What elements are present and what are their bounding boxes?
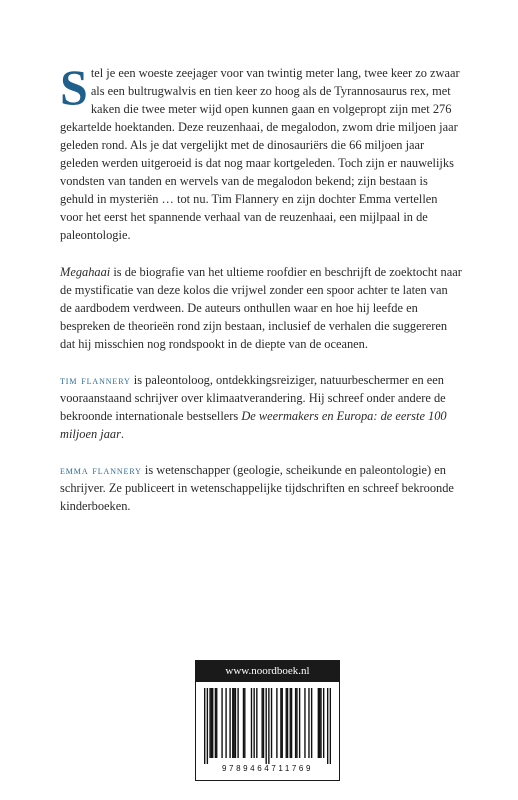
barcode-bar <box>243 688 244 758</box>
barcode-frame <box>195 682 340 781</box>
barcode-bar <box>209 688 210 758</box>
barcode-bar <box>330 688 331 764</box>
barcode-bar <box>251 688 252 758</box>
barcode-bar <box>295 688 296 758</box>
barcode-bar <box>286 688 287 758</box>
barcode-bar <box>327 688 328 764</box>
barcode-bar <box>212 688 213 758</box>
author-bio-emma-text: is wetenschapper (geologie, scheikunde en paleontologie) en schrijver. Ze publiceert in wetenschappelijke tijdschriften en schreef bekroonde kinderboeken. <box>60 463 454 513</box>
barcode-bar <box>235 688 236 758</box>
author-bio-tim <box>60 371 462 443</box>
barcode-bar <box>215 688 216 758</box>
drop-cap: S <box>60 59 88 115</box>
author-bio-tim-end: . <box>120 427 125 441</box>
barcode-bar <box>287 688 288 758</box>
barcode-box <box>195 660 340 782</box>
barcode-bar <box>225 688 226 758</box>
barcode-bar <box>253 688 254 758</box>
barcode-bar <box>233 688 234 758</box>
author-name-tim: tim flannery <box>60 373 131 387</box>
barcode-bar <box>308 688 309 758</box>
barcode-bar <box>221 688 222 758</box>
barcode-bar <box>268 688 269 764</box>
barcode-bar <box>299 688 300 758</box>
author-bio-tim-text: is paleontoloog, ontdekkingsreiziger, natuurbeschermer en een vooraanstaand schrijver over klimaatverandering. Hij schreef onder andere de bekroonde internationale bestsellers <box>60 373 446 423</box>
barcode-number: 9789464711769 <box>221 764 314 773</box>
barcode-bar <box>265 688 266 764</box>
barcode-bar <box>232 688 233 758</box>
barcode-bar <box>304 688 305 758</box>
barcode-bar <box>282 688 283 758</box>
barcode-bar <box>244 688 245 758</box>
author-bio-emma <box>60 461 462 515</box>
barcode-bar <box>207 688 208 764</box>
barcode-bar <box>211 688 212 758</box>
about-text: is de biografie van het ultieme roofdier en beschrijft de zoektocht naar de mystificatie van deze kolos die vrijwel zonder een spoor achter te laten van de aardbodem verdween. De auteurs onthullen waar en hoe hij leefde en bespreken de theorieën rond zijn bestaan, inclusief de verhalen die suggereren dat hij misschien nog rondspookt in de diepte van de oceanen. <box>60 265 462 351</box>
barcode-bar <box>296 688 297 758</box>
blurb-text <box>60 59 462 515</box>
barcode-bar <box>311 688 312 758</box>
about-paragraph <box>60 263 462 353</box>
barcode-bar <box>276 688 277 758</box>
barcode-bar <box>320 688 321 758</box>
barcode-bar <box>261 688 262 758</box>
barcode-bar <box>204 688 205 764</box>
intro-text: tel je een woeste zeejager voor van twintig meter lang, twee keer zo zwaar als een bultrugwalvis en tien keer zo hoog als de Tyrannosaurus rex, met kaken die twee meter wijd open kunnen gaan en volgepropt zijn met 276 gekartelde hoektanden. Deze reuzenhaai, de megalodon, zwom drie miljoen jaar geleden rond. Als je dat vergelijkt met de dinosauriërs die 66 miljoen jaar geleden werden uitgeroeid is dat nog maar kortgeleden. Toch zijn er nauwelijks vondsten van tanden en wervels van de megalodon bekend; zijn bestaan is gehuld in mysteriën … tot nu. Tim Flannery en zijn dochter Emma vertellen voor het eerst het spannende verhaal van de reuzenhaai, een mijlpaal in de paleontologie. <box>60 66 460 242</box>
barcode-bar <box>263 688 264 758</box>
author-books-tim: De weermakers en Europa: de eerste 100 miljoen jaar <box>60 409 447 441</box>
barcode-bar <box>318 688 319 758</box>
barcode-bar <box>271 688 272 758</box>
barcode-bars <box>204 688 331 764</box>
barcode-bar <box>229 688 230 758</box>
barcode-bar <box>256 688 257 758</box>
barcode-bar <box>319 688 320 758</box>
intro-paragraph <box>60 59 462 244</box>
barcode-bar <box>216 688 217 758</box>
barcode-bar <box>280 688 281 758</box>
barcode-bar <box>290 688 291 758</box>
book-title: Megahaai <box>60 265 111 279</box>
barcode-bar <box>323 688 324 758</box>
barcode-bar <box>291 688 292 758</box>
barcode-bar <box>237 688 238 758</box>
publisher-url: www.noordboek.nl <box>195 660 340 682</box>
author-name-emma: emma flannery <box>60 463 142 477</box>
